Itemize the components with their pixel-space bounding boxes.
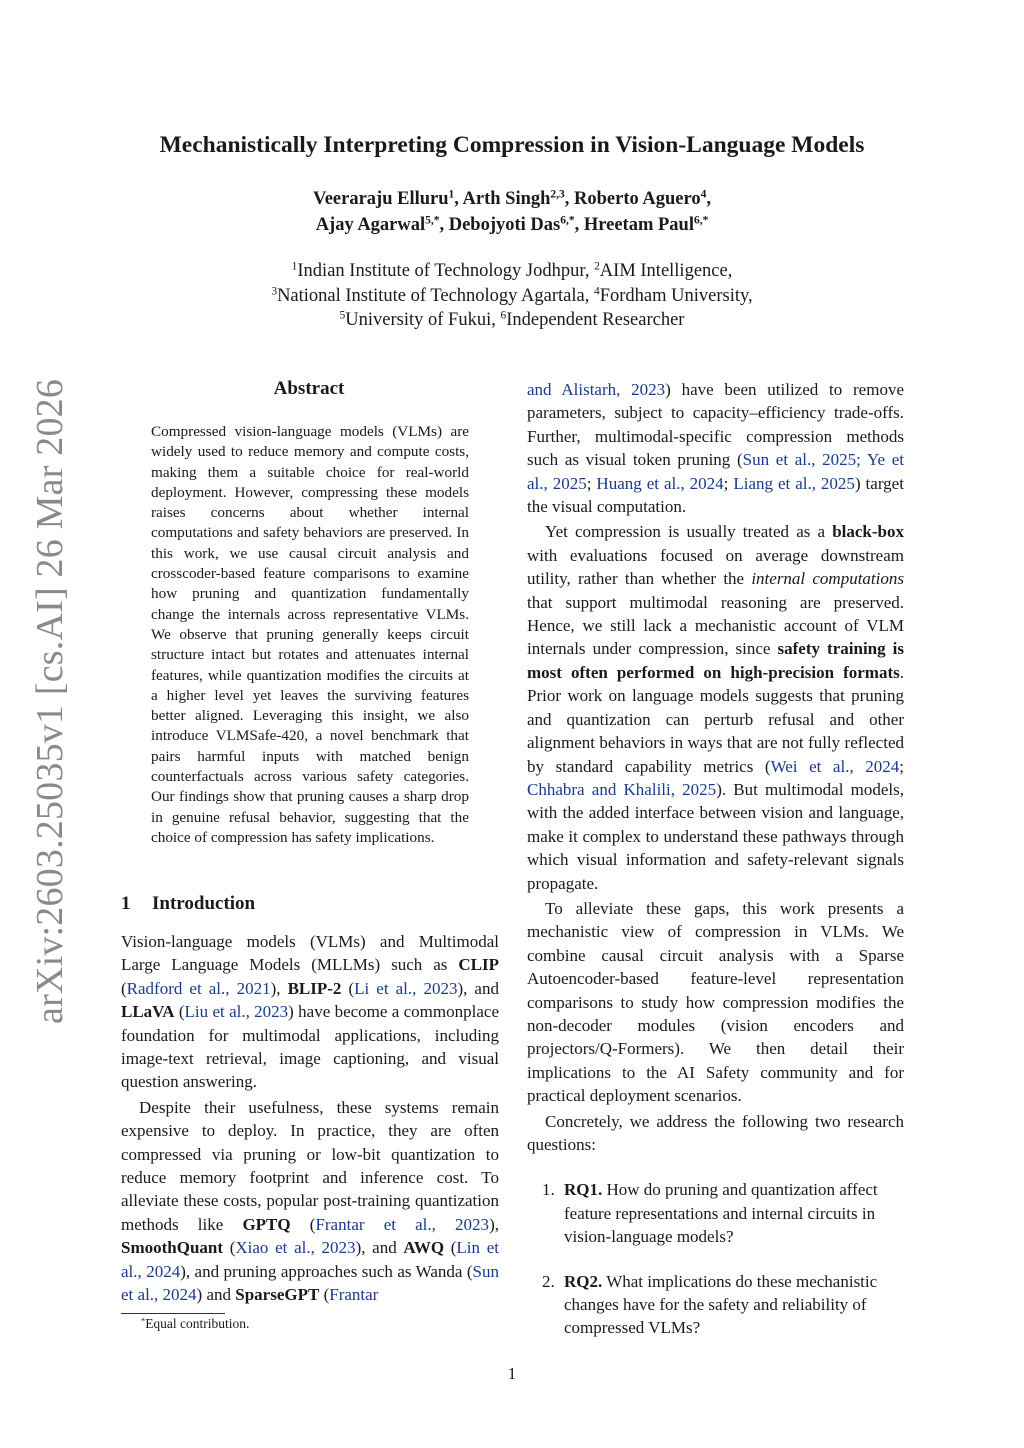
citation-link[interactable]: Xiao et al., 2023: [235, 1238, 356, 1258]
author-mark: 2,3: [550, 188, 565, 201]
footnote-rule: [121, 1313, 225, 1314]
author-mark: 6,*: [693, 214, 709, 227]
affiliation-name: Indian Institute of Technology Jodhpur: [297, 261, 585, 281]
affiliation-mark: 2: [594, 260, 600, 273]
rq-label: RQ2.: [564, 1271, 603, 1291]
citation-link[interactable]: Huang et al., 2024: [596, 473, 724, 493]
citation-link[interactable]: Ye et al., 2025: [527, 450, 905, 493]
citation-link[interactable]: Sun et al., 2025: [742, 450, 857, 470]
affiliation-mark: 4: [593, 285, 600, 298]
abstract-heading: Abstract: [273, 378, 345, 399]
author-name: Roberto Aguero: [574, 189, 701, 209]
author-list: Veeraraju Elluru$^1$, Arth Singh$^{2,3}$, Roberto Aguero$^4$, Ajay Agarwal$^{5,*}$, Debojyoti Das$^{6,*}$, Hreetam Paul$^{6,*}$: [313, 188, 711, 235]
author-mark: 1: [448, 188, 455, 201]
list-number: 2.: [542, 1271, 555, 1291]
affiliation-name: Independent Researcher: [506, 310, 685, 330]
citation-link[interactable]: Sun et al., 2024: [121, 1261, 499, 1305]
paper-title: Mechanistically Interpreting Compression in Vision-Language Models: [159, 132, 865, 158]
affiliation-name: University of Fukui: [345, 310, 492, 330]
author-mark: 5,*: [425, 214, 440, 227]
author-mark: 6,*: [560, 214, 575, 227]
rq-label: RQ1.: [564, 1180, 603, 1200]
intro-paragraph-1: Vision-language models (VLMs) and Multimodal Large Language Models (MLLMs) such as CLIP (Radford et al., 2021), BLIP-2 (Li et al., 2023), and LLaVA (Liu et al., 2023) have become a commonplace foundation for multimodal applications, including image-text retrieval, image captioning, and visual question answering.: [121, 932, 499, 1092]
abstract-text: Compressed vision-language models (VLMs) are widely used to reduce memory and compute costs, making them a suitable choice for real-world deployment. However, compressing these models raises concerns about whether internal computations and safety behaviors are preserved. In this work, we use causal circuit analysis and crosscoder-based feature comparisons to examine how pruning and quantization fundamentally change the internals across representative VLMs. We observe that pruning generally keeps circuit structure intact but rotates and attenuates internal features, while quantization modifies the circuits at a higher level yet leaves the surviving features better aligned. Leveraging this insight, we also introduce VLMSafe-420, a novel benchmark that pairs harmful inputs with matched benign counterfactuals across various safety categories. Our findings show that pruning causes a sharp drop in genuine refusal behavior, suggesting that the choice of compression has safety implications.: [151, 423, 469, 846]
citation-link[interactable]: Liang et al., 2025: [733, 473, 855, 493]
author-name: Veeraraju Elluru: [313, 189, 449, 209]
author-name: Hreetam Paul: [583, 215, 694, 235]
intro-paragraph-3: and Alistarh, 2023) have been utilized to remove parameters, subject to capacity–efficiency trade-offs. Further, multimodal-specific compression methods such as visual token pruning (Sun et al., 2025; Ye et al., 2025; Huang et al., 2024; Liang et al., 2025) target the visual computation.: [527, 380, 905, 517]
section-number: 1: [121, 893, 131, 914]
section-heading-introduction: [121, 893, 255, 915]
author-name: Arth Singh: [462, 189, 551, 209]
author-name: Debojyoti Das: [448, 215, 561, 235]
citation-link[interactable]: and Alistarh, 2023: [527, 380, 666, 399]
affiliation-name: AIM Intelligence: [599, 261, 728, 281]
citation-link[interactable]: Radford et al., 2021: [126, 978, 271, 998]
right-column: [527, 378, 904, 1340]
citation-link[interactable]: Frantar et al., 2023: [315, 1214, 490, 1234]
citation-link[interactable]: Li et al., 2023: [354, 978, 458, 998]
list-number: 1.: [542, 1180, 555, 1200]
affiliation-mark: 3: [271, 285, 278, 298]
page-number: 1: [507, 1364, 517, 1383]
author-name: Ajay Agarwal: [315, 215, 426, 235]
citation-link[interactable]: Chhabra and Khalili, 2025: [527, 779, 717, 799]
research-question-item: [527, 1178, 904, 1248]
citation-link[interactable]: Lin et al., 2024: [121, 1238, 499, 1281]
affiliation-name: National Institute of Technology Agartala: [277, 285, 585, 306]
research-question-item: [527, 1270, 904, 1340]
footnote: [141, 1316, 249, 1332]
affiliation-mark: 6: [500, 309, 507, 322]
intro-paragraph-6: Concretely, we address the following two research questions:: [527, 1111, 904, 1154]
citation-link[interactable]: Frantar: [329, 1285, 379, 1305]
section-title: Introduction: [152, 893, 256, 914]
rq-text: What implications do these mechanistic changes have for the safety and reliability of compressed VLMs?: [564, 1271, 878, 1338]
arxiv-stamp: arXiv:2603.25035v1 [cs.AI] 26 Mar 2026: [29, 378, 71, 1024]
affiliation-mark: 5: [339, 309, 346, 322]
affiliation-mark: 1: [291, 260, 298, 273]
footnote-mark: *: [141, 1316, 146, 1326]
citation-link[interactable]: Liu et al., 2023: [184, 1002, 289, 1022]
author-mark: 4: [700, 188, 707, 201]
affiliation-name: Fordham University: [599, 285, 749, 306]
intro-paragraph-2: Despite their usefulness, these systems remain expensive to deploy. In practice, they are often compressed via pruning or low-bit quantization to reduce memory footprint and inference cost. To alleviate these costs, popular post-training quantization methods like GPTQ (Frantar et al., 2023), SmoothQuant (Xiao et al., 2023), and AWQ (Lin et al., 2024), and pruning approaches such as Wanda (Sun et al., 2024) and SparseGPT (Frantar: [121, 1097, 499, 1305]
citation-link[interactable]: Wei et al., 2024: [770, 756, 900, 776]
intro-paragraph-5: To alleviate these gaps, this work presents a mechanistic view of compression in VLMs. We combine causal circuit analysis with a Sparse Autoencoder-based feature-level representation comparisons to study how compression modifies the non-decoder modules (vision encoders and projectors/Q-Formers). We then detail their implications to the AI Safety community and for practical deployment scenarios.: [527, 898, 904, 1106]
rq-text: How do pruning and quantization affect feature representations and internal circuits in vision-language models?: [564, 1180, 878, 1247]
intro-paragraph-4: Yet compression is usually treated as a black-box with evaluations focused on average downstream utility, rather than whether the internal computations that support multimodal reasoning are preserved. Hence, we still lack a mechanistic account of VLM internals under compression, since safety training is most often performed on high-precision formats. Prior work on language models suggests that pruning and quantization can perturb refusal and other alignment behaviors in ways that are not fully reflected by standard capability metrics (Wei et al., 2024; Chhabra and Khalili, 2025). But multimodal models, with the added interface between vision and language, make it complex to understand these pathways through which visual information and safety-relevant signals propagate.: [527, 522, 904, 893]
footnote-text: Equal contribution.: [145, 1316, 250, 1331]
left-column: [121, 930, 499, 1307]
affiliation-list: $^1$Indian Institute of Technology Jodhpur, $^2$AIM Intelligence, $^3$National Institute of Technology Agartala, $^4$Fordham University, $^5$University of Fukui, $^6$Independent Researcher: [271, 260, 753, 330]
